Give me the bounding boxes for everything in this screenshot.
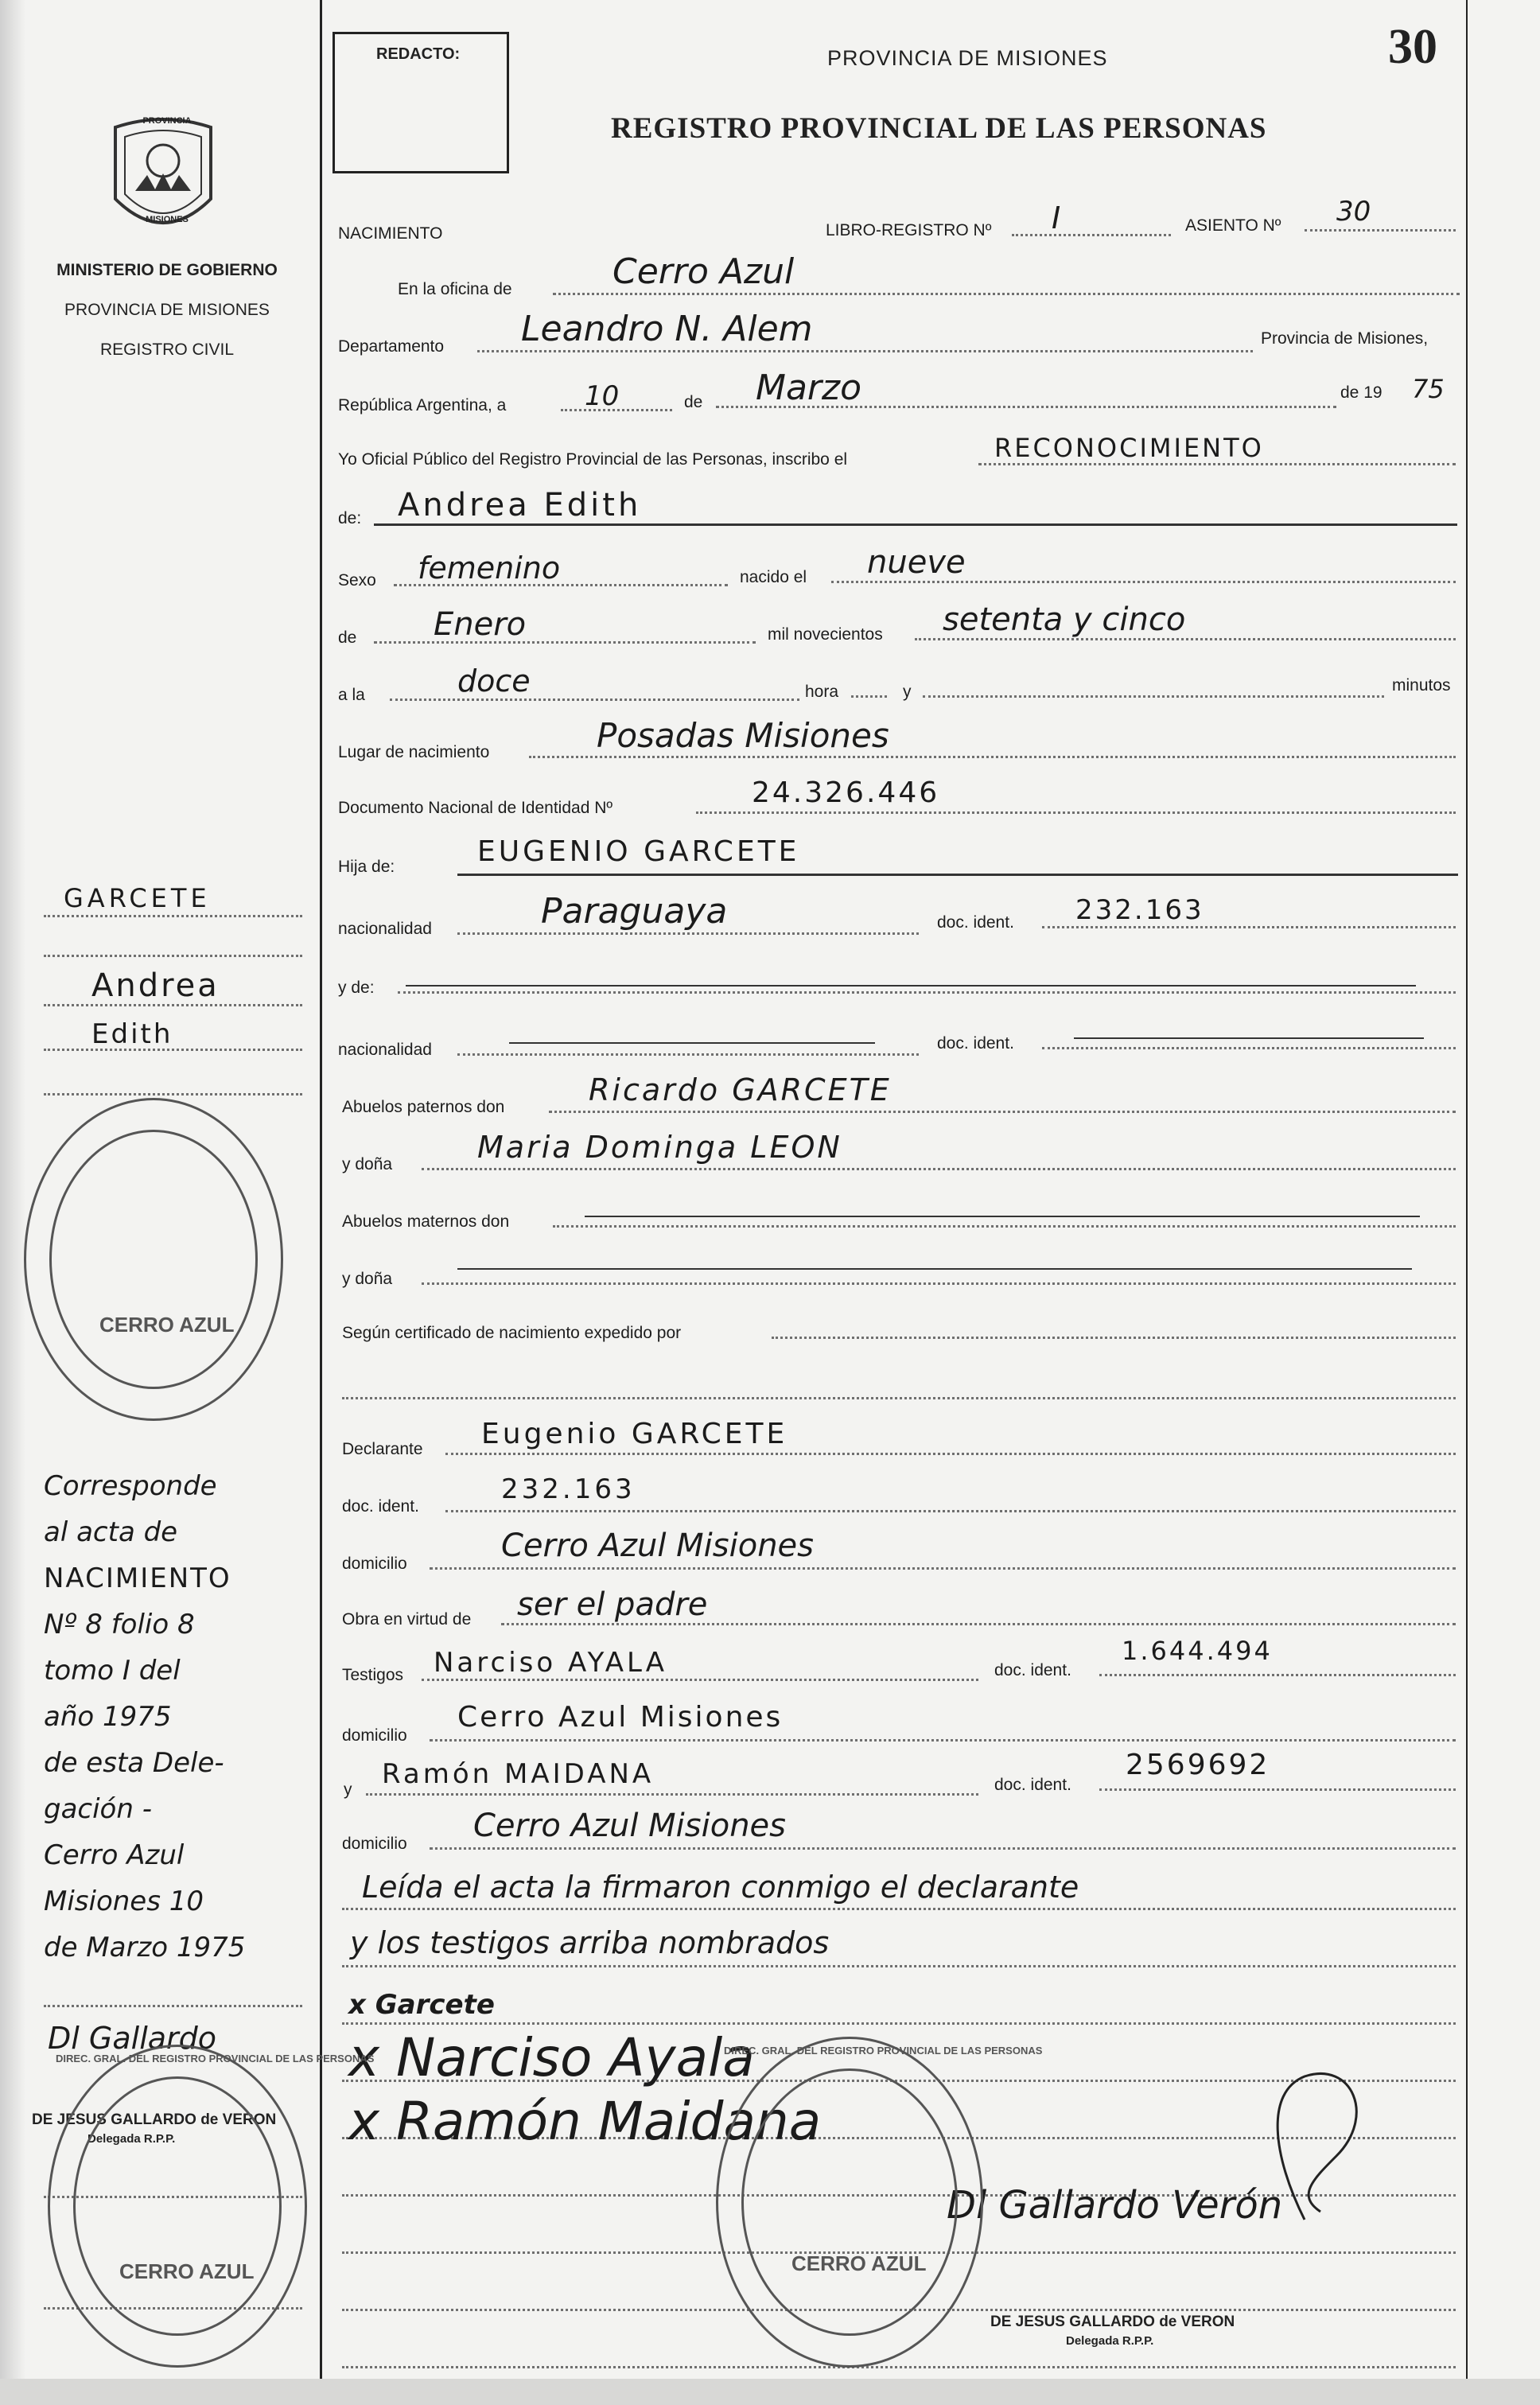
margin-note-6: año 1975 — [44, 1701, 172, 1733]
domicilio2-label: domicilio — [342, 1726, 407, 1745]
obra-line — [501, 1623, 1456, 1625]
margin-line-1 — [44, 915, 302, 917]
testigo1-dom-line — [430, 1739, 1456, 1741]
abuelos-pat-label: Abuelos paternos don — [342, 1098, 505, 1116]
mes-value: Enero — [434, 606, 527, 643]
sexo-label: Sexo — [338, 571, 376, 590]
testigo1-doc-line — [1099, 1674, 1456, 1676]
testigo2-dom-value: Cerro Azul Misiones — [473, 1808, 787, 1844]
margin-note-2: al acta de — [44, 1516, 178, 1548]
y-label: y — [903, 683, 912, 701]
lugar-value: Posadas Misiones — [597, 716, 889, 755]
official-name-left: DE JESUS GALLARDO de VERON — [32, 2111, 277, 2128]
official-role-left: Delegada R.P.P. — [88, 2132, 176, 2146]
republica-label: República Argentina, a — [338, 396, 507, 414]
abuelo-pat-value: Ricardo GARCETE — [589, 1072, 892, 1107]
segun-line-2 — [342, 1397, 1456, 1399]
obra-value: ser el padre — [517, 1586, 708, 1623]
page-bottom-edge — [0, 2379, 1540, 2405]
abuela-mat-line — [422, 1282, 1456, 1285]
nacido-line — [831, 581, 1456, 583]
declarante-line — [445, 1453, 1456, 1455]
stamp-ring-text-left: DIREC. GRAL. DEL REGISTRO PROVINCIAL DE LAS PERSONAS — [56, 2053, 375, 2064]
testigos-label: Testigos — [342, 1666, 404, 1684]
stamp-center-top: CERRO AZUL — [99, 1313, 235, 1337]
docident5-label: doc. ident. — [994, 1776, 1071, 1794]
official-signature: Dl Gallardo Verón — [947, 2183, 1283, 2228]
ministry-province: PROVINCIA DE MISIONES — [64, 301, 270, 319]
testigo2-doc-value: 2569692 — [1126, 1749, 1270, 1781]
leida-line-1-text: Leída el acta la firmaron conmigo el declarante — [362, 1870, 1079, 1905]
margin-note-4: Nº 8 folio 8 — [44, 1609, 195, 1640]
signature-flourish-icon — [1249, 2061, 1392, 2228]
padre-doc-line — [1042, 926, 1456, 928]
oficial-label: Yo Oficial Público del Registro Provincial de las Personas, inscribo el — [338, 450, 848, 469]
declarante-label: Declarante — [342, 1440, 423, 1458]
provincial-crest-icon — [99, 111, 227, 247]
minutos-label: minutos — [1392, 676, 1451, 695]
margin-line-3 — [44, 1004, 302, 1006]
testigo1-dom-value: Cerro Azul Misiones — [457, 1701, 784, 1734]
domicilio-line — [430, 1567, 1456, 1570]
margin-line-2 — [44, 955, 302, 957]
margin-line-4 — [44, 1049, 302, 1051]
libro-value: I — [1052, 200, 1061, 235]
nombre-line — [374, 523, 1457, 526]
margin-name1: Andrea — [91, 967, 220, 1004]
leida-line-2-text: y los testigos arriba nombrados — [350, 1925, 830, 1960]
padre-value: EUGENIO GARCETE — [477, 835, 800, 868]
ydona-label: y doña — [342, 1155, 393, 1173]
hija-label: Hija de: — [338, 858, 395, 876]
docident3-label: doc. ident. — [342, 1497, 419, 1516]
hora2-line — [851, 695, 887, 698]
redacto-box — [332, 32, 509, 173]
nacido-label: nacido el — [740, 568, 807, 586]
margin-signature: Dl Gallardo — [48, 2021, 217, 2056]
margin-rule — [320, 0, 322, 2379]
province-header: PROVINCIA DE MISIONES — [827, 46, 1108, 70]
margin-note-9: Cerro Azul — [44, 1839, 185, 1871]
nacionalidad2-label: nacionalidad — [338, 1041, 432, 1059]
libro-line — [1012, 234, 1171, 236]
madre-strike — [406, 985, 1416, 987]
asiento-line — [1305, 229, 1456, 232]
testigo2-line — [366, 1793, 978, 1796]
hora-label: hora — [805, 683, 839, 701]
asiento-value: 30 — [1336, 196, 1371, 228]
stamp-center-left: CERRO AZUL — [119, 2259, 255, 2283]
margin-note-10: Misiones 10 — [44, 1885, 204, 1917]
libro-label: LIBRO-REGISTRO Nº — [826, 221, 992, 239]
official-name-right: DE JESUS GALLARDO de VERON — [990, 2314, 1235, 2330]
day-value: 10 — [585, 380, 620, 412]
abuelo-pat-line — [549, 1111, 1456, 1113]
abuelo-mat-line — [553, 1225, 1456, 1228]
abuelos-mat-label: Abuelos maternos don — [342, 1212, 510, 1231]
domicilio3-label: domicilio — [342, 1835, 407, 1853]
declarante-value: Eugenio GARCETE — [481, 1418, 788, 1450]
page-shadow — [0, 0, 25, 2405]
margin-line-5 — [44, 1093, 302, 1095]
stamp-ring-text-right: DIREC. GRAL. DEL REGISTRO PROVINCIAL DE LAS PERSONAS — [724, 2045, 1043, 2057]
margin-surname: GARCETE — [64, 883, 211, 913]
padre-doc-value: 232.163 — [1075, 894, 1204, 926]
leida-line-1 — [342, 1908, 1456, 1910]
lugar-line — [529, 756, 1456, 758]
official-role-right: Delegada R.P.P. — [1066, 2334, 1154, 2348]
crest-top-text: PROVINCIA — [142, 116, 192, 126]
nacionalidad2-strike — [509, 1042, 875, 1044]
de-label: de — [684, 393, 703, 411]
ala-label: a la — [338, 686, 365, 704]
abuela-pat-value: Maria Dominga LEON — [477, 1130, 842, 1165]
margin-note-11: de Marzo 1975 — [44, 1932, 246, 1963]
oficina-line — [553, 293, 1460, 295]
domicilio-value: Cerro Azul Misiones — [501, 1527, 815, 1564]
hora-line — [390, 699, 799, 701]
nombre-value: Andrea Edith — [398, 487, 642, 523]
dni-line — [696, 811, 1456, 814]
nacionalidad2-line — [457, 1053, 919, 1056]
year-label: de 19 — [1340, 383, 1382, 402]
margin-note-7: de esta Dele- — [44, 1747, 224, 1779]
dni-label: Documento Nacional de Identidad Nº — [338, 799, 613, 817]
nacionalidad-label: nacionalidad — [338, 920, 432, 938]
stamp-center-right: CERRO AZUL — [791, 2251, 927, 2275]
sexo-value: femenino — [418, 551, 561, 586]
testigo1-value: Narciso AYALA — [434, 1647, 667, 1679]
margin-name2: Edith — [91, 1018, 173, 1050]
signature-maidana: x Ramón Maidana — [348, 2091, 822, 2152]
ministry-title: MINISTERIO DE GOBIERNO — [56, 261, 278, 279]
dni-value: 24.326.446 — [752, 776, 940, 809]
margin-note-8: gación - — [44, 1793, 152, 1825]
margin-note-1: Corresponde — [44, 1470, 217, 1502]
margin-note-3: NACIMIENTO — [44, 1562, 231, 1594]
segun-label: Según certificado de nacimiento expedido por — [342, 1324, 682, 1342]
departamento-label: Departamento — [338, 337, 445, 356]
right-rule — [1466, 0, 1468, 2379]
testigo2-value: Ramón MAIDANA — [382, 1758, 655, 1790]
departamento-line — [477, 350, 1253, 352]
margin-line-6 — [44, 2005, 302, 2007]
nacionalidad-line — [457, 932, 919, 935]
testigo1-line — [422, 1679, 978, 1681]
segun-line — [772, 1337, 1456, 1339]
redacto-label: REDACTO: — [376, 45, 461, 63]
departamento-value: Leandro N. Alem — [521, 309, 813, 349]
docident-label: doc. ident. — [937, 913, 1014, 932]
y2-label: y — [344, 1780, 352, 1799]
year-value: 75 — [1412, 374, 1445, 404]
domicilio-label: domicilio — [342, 1555, 407, 1573]
testigo1-doc-value: 1.644.494 — [1122, 1636, 1273, 1666]
lugar-label: Lugar de nacimiento — [338, 743, 490, 761]
signature-garcete: x Garcete — [348, 1989, 495, 2021]
minutos-line — [923, 695, 1384, 698]
de-nombre-label: de: — [338, 509, 362, 527]
oficial-line — [978, 463, 1456, 465]
registry-stamp-top-inner — [49, 1130, 258, 1389]
nacionalidad-value: Paraguaya — [541, 891, 728, 932]
page-number: 30 — [1388, 20, 1437, 74]
abuela-mat-strike — [457, 1268, 1412, 1270]
nacimiento-label: NACIMIENTO — [338, 224, 443, 243]
asiento-label: ASIENTO Nº — [1185, 216, 1281, 235]
oficina-label: En la oficina de — [398, 280, 512, 298]
oficina-value: Cerro Azul — [612, 251, 795, 292]
oficial-value: RECONOCIMIENTO — [994, 433, 1264, 463]
testigo2-dom-line — [430, 1847, 1456, 1850]
registry-title: REGISTRO PROVINCIAL DE LAS PERSONAS — [611, 112, 1267, 145]
abuela-pat-line — [422, 1168, 1456, 1170]
registry-stamp-bottom-right-inner — [741, 2068, 958, 2336]
padre-line — [457, 874, 1458, 876]
yde-label: y de: — [338, 979, 375, 997]
anio-line — [915, 638, 1456, 640]
madre-doc-line — [1042, 1047, 1456, 1049]
blank-line-1 — [342, 2022, 1456, 2025]
declarante-doc-value: 232.163 — [501, 1473, 636, 1505]
hora-value: doce — [457, 664, 531, 699]
declarante-doc-line — [445, 1510, 1456, 1512]
registry-stamp-bottom-left-inner — [73, 2076, 282, 2336]
testigo2-doc-line — [1099, 1788, 1456, 1791]
docident4-label: doc. ident. — [994, 1661, 1071, 1679]
crest-bottom-text: MISIONES — [146, 215, 189, 224]
obra-label: Obra en virtud de — [342, 1610, 472, 1629]
provincia-label: Provincia de Misiones, — [1261, 329, 1429, 348]
signature-ayala: x Narciso Ayala — [348, 2027, 755, 2088]
margin-note-5: tomo I del — [44, 1655, 181, 1687]
mes-line — [374, 641, 756, 644]
de-mes-label: de — [338, 628, 357, 647]
anio-value: setenta y cinco — [943, 601, 1186, 638]
abuelo-mat-strike — [585, 1216, 1420, 1217]
blank-line-7 — [342, 2366, 1456, 2368]
mil-label: mil novecientos — [768, 625, 883, 644]
madre-line — [398, 991, 1456, 994]
month-value: Marzo — [756, 368, 862, 408]
madre-doc-strike — [1074, 1037, 1424, 1039]
nacido-value: nueve — [867, 544, 966, 581]
docident2-label: doc. ident. — [937, 1034, 1014, 1053]
ydona2-label: y doña — [342, 1270, 393, 1288]
leida-line-2 — [342, 1965, 1456, 1967]
ministry-office: REGISTRO CIVIL — [99, 341, 235, 359]
